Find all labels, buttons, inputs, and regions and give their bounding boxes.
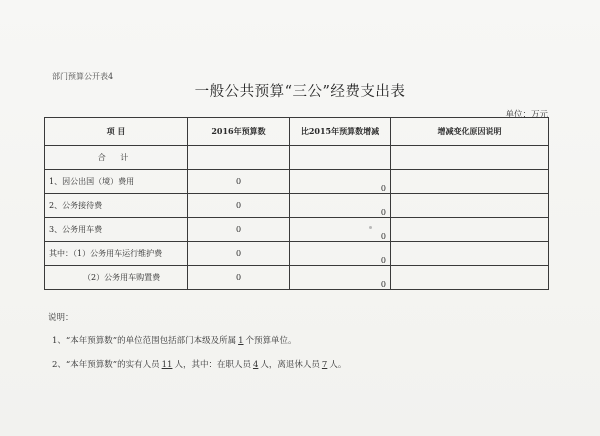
note2-total-staff: 11	[161, 360, 173, 370]
row-change: 0	[290, 266, 391, 290]
note2-text-mid2: 人，离退休人员	[260, 360, 320, 370]
row-item: 合 计	[45, 146, 188, 170]
note-line-1	[52, 334, 297, 346]
note2-retired-staff: 7	[321, 360, 328, 370]
header-budget: 2016年预算数	[188, 118, 290, 146]
note2-text-before: 2、“本年预算数”的实有人员	[52, 360, 160, 370]
row-reason	[391, 170, 549, 194]
note2-text-after: 人。	[329, 360, 347, 370]
scan-speck	[369, 226, 372, 229]
table-row	[45, 170, 549, 194]
row-item: 3、公务用车费	[45, 218, 188, 242]
header-change: 比2015年预算数增减	[290, 118, 391, 146]
row-reason	[391, 218, 549, 242]
row-budget	[188, 146, 290, 170]
note2-active-staff: 4	[252, 360, 259, 370]
row-change: 0	[290, 194, 391, 218]
header-reason: 增减变化原因说明	[391, 118, 549, 146]
row-budget: 0	[188, 170, 290, 194]
row-budget: 0	[188, 242, 290, 266]
table-row	[45, 266, 549, 290]
table-row	[45, 194, 549, 218]
row-reason	[391, 242, 549, 266]
row-change: 0	[290, 242, 391, 266]
row-item: 1、因公出国（境）费用	[45, 170, 188, 194]
table-row	[45, 242, 549, 266]
row-reason	[391, 146, 549, 170]
row-change: 0	[290, 170, 391, 194]
row-reason	[391, 194, 549, 218]
unit-label: 单位：万元	[505, 110, 548, 120]
form-number-label: 部门预算公开表4	[52, 72, 114, 81]
row-item: （2）公务用车购置费	[45, 266, 188, 290]
row-budget: 0	[188, 218, 290, 242]
budget-table	[44, 117, 549, 290]
row-reason	[391, 266, 549, 290]
row-budget: 0	[188, 266, 290, 290]
row-item: 其中：（1）公务用车运行维护费	[45, 242, 188, 266]
table-header-row	[45, 118, 549, 146]
page-title: 一般公共预算“三公”经费支出表	[194, 84, 406, 100]
notes-heading: 说明：	[48, 313, 74, 323]
note1-text-before: 1、“本年预算数”的单位范围包括部门本级及所属	[52, 336, 237, 346]
note-line-2	[52, 358, 346, 370]
row-item: 2、公务接待费	[45, 194, 188, 218]
note1-text-after: 个预算单位。	[245, 336, 297, 346]
header-item: 项 目	[45, 118, 188, 146]
row-change	[290, 146, 391, 170]
note2-text-mid1: 人，其中：在职人员	[174, 360, 251, 370]
note1-unit-count: 1	[238, 336, 244, 346]
row-change: 0	[290, 218, 391, 242]
row-budget: 0	[188, 194, 290, 218]
table-row-total	[45, 146, 549, 170]
table-row	[45, 218, 549, 242]
